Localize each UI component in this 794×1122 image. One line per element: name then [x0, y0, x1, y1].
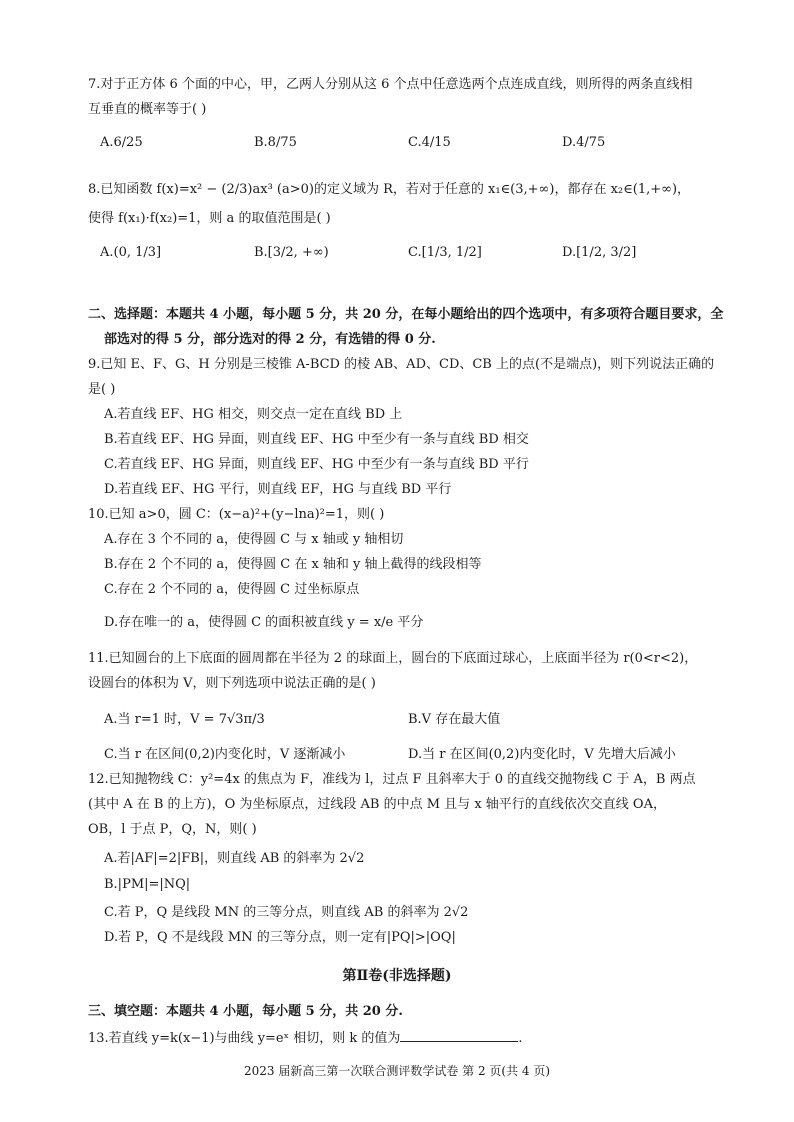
q12-option-c: C.若 P，Q 是线段 MN 的三等分点，则直线 AB 的斜率为 2√2: [104, 905, 469, 920]
q11-option-d: D.当 r 在区间(0,2)内变化时，V 先增大后减小: [408, 747, 676, 762]
page-footer: 2023 届新高三第一次联合测评数学试卷 第 2 页(共 4 页): [243, 1064, 551, 1078]
q7-option-b: B.8/75: [254, 135, 297, 150]
q8-option-a: A.(0, 1/3]: [100, 245, 162, 260]
section2-heading-line2: 部选对的得 5 分，部分选对的得 2 分，有选错的得 0 分.: [104, 332, 436, 347]
q10-option-c: C.存在 2 个不同的 a，使得圆 C 过坐标原点: [104, 582, 360, 597]
q7-option-a: A.6/25: [100, 135, 143, 150]
q8-stem-line1: 8.已知函数 f(x)=x² − (2/3)ax³ (a>0)的定义域为 R，若对于任意的 x₁∈(3,+∞)，都存在 x₂∈(1,+∞)，: [88, 182, 691, 197]
q11-option-b: B.V 存在最大值: [408, 712, 501, 727]
q10-stem: 10.已知 a>0，圆 C：(x−a)²+(y−lna)²=1，则( ): [88, 507, 385, 522]
q12-option-d: D.若 P，Q 不是线段 MN 的三等分点，则一定有|PQ|>|OQ|: [104, 930, 456, 945]
q10-option-d: D.存在唯一的 a，使得圆 C 的面积被直线 y = x/e 平分: [104, 615, 424, 630]
q13-period: .: [518, 1031, 523, 1046]
q13-text: 13.若直线 y=k(x−1)与曲线 y=eˣ 相切，则 k 的值为: [88, 1031, 401, 1046]
q10-option-a: A.存在 3 个不同的 a，使得圆 C 与 x 轴或 y 轴相切: [104, 532, 404, 547]
q9-option-b: B.若直线 EF、HG 异面，则直线 EF、HG 中至少有一条与直线 BD 相交: [104, 432, 529, 447]
q7-option-c: C.4/15: [408, 135, 451, 150]
q11-stem-line2: 设圆台的体积为 V，则下列选项中说法正确的是( ): [88, 676, 376, 691]
q9-option-a: A.若直线 EF、HG 相交，则交点一定在直线 BD 上: [104, 407, 403, 422]
q9-stem-line1: 9.已知 E、F、G、H 分别是三棱锥 A-BCD 的棱 AB、AD、CD、CB 上的点(不是端点)，则下列说法正确的: [88, 357, 715, 372]
q12-option-b: B.|PM|=|NQ|: [104, 877, 191, 892]
q9-option-d: D.若直线 EF、HG 平行，则直线 EF，HG 与直线 BD 平行: [104, 482, 452, 497]
q8-option-b: B.[3/2, +∞): [254, 245, 329, 260]
q9-stem-line2: 是( ): [88, 382, 116, 397]
q8-option-c: C.[1/3, 1/2]: [408, 245, 482, 260]
q12-option-a: A.若|AF|=2|FB|，则直线 AB 的斜率为 2√2: [104, 851, 365, 866]
q13-stem: [88, 1029, 523, 1048]
part2-title: 第Ⅱ卷(非选择题): [342, 968, 452, 984]
q11-stem-line1: 11.已知圆台的上下底面的圆周都在半径为 2 的球面上，圆台的下底面过球心，上底面半径为 r(0<r<2)，: [88, 651, 698, 666]
q12-stem-line3: OB，l 于点 P，Q，N，则( ): [88, 822, 257, 837]
q8-option-d: D.[1/2, 3/2]: [562, 245, 637, 260]
q9-option-c: C.若直线 EF、HG 异面，则直线 EF、HG 中至少有一条与直线 BD 平行: [104, 457, 529, 472]
q8-stem-line2: 使得 f(x₁)·f(x₂)=1，则 a 的取值范围是( ): [88, 211, 331, 226]
q10-option-b: B.存在 2 个不同的 a，使得圆 C 在 x 轴和 y 轴上截得的线段相等: [104, 557, 482, 572]
q12-stem-line2: (其中 A 在 B 的上方)，O 为坐标原点，过线段 AB 的中点 M 且与 x 轴平行的直线依次交直线 OA，: [88, 797, 666, 812]
section2-heading-line1: 二、选择题：本题共 4 小题，每小题 5 分，共 20 分，在每小题给出的四个选项中，有多项符合题目要求，全: [88, 307, 724, 322]
section3-heading: 三、填空题：本题共 4 小题，每小题 5 分，共 20 分.: [88, 1004, 403, 1019]
q7-stem-line2: 互垂直的概率等于( ): [88, 102, 207, 117]
q11-option-a: A.当 r=1 时，V = 7√3π/3: [104, 712, 265, 727]
q13-answer-blank[interactable]: [400, 1029, 518, 1042]
q7-stem-line1: 7.对于正方体 6 个面的中心，甲，乙两人分别从这 6 个点中任意选两个点连成直线，则所得的两条直线相: [88, 77, 693, 92]
q7-option-d: D.4/75: [562, 135, 606, 150]
q11-option-c: C.当 r 在区间(0,2)内变化时，V 逐渐减小: [104, 747, 346, 762]
q12-stem-line1: 12.已知抛物线 C：y²=4x 的焦点为 F，准线为 l，过点 F 且斜率大于 0 的直线交抛物线 C 于 A，B 两点: [88, 772, 696, 787]
